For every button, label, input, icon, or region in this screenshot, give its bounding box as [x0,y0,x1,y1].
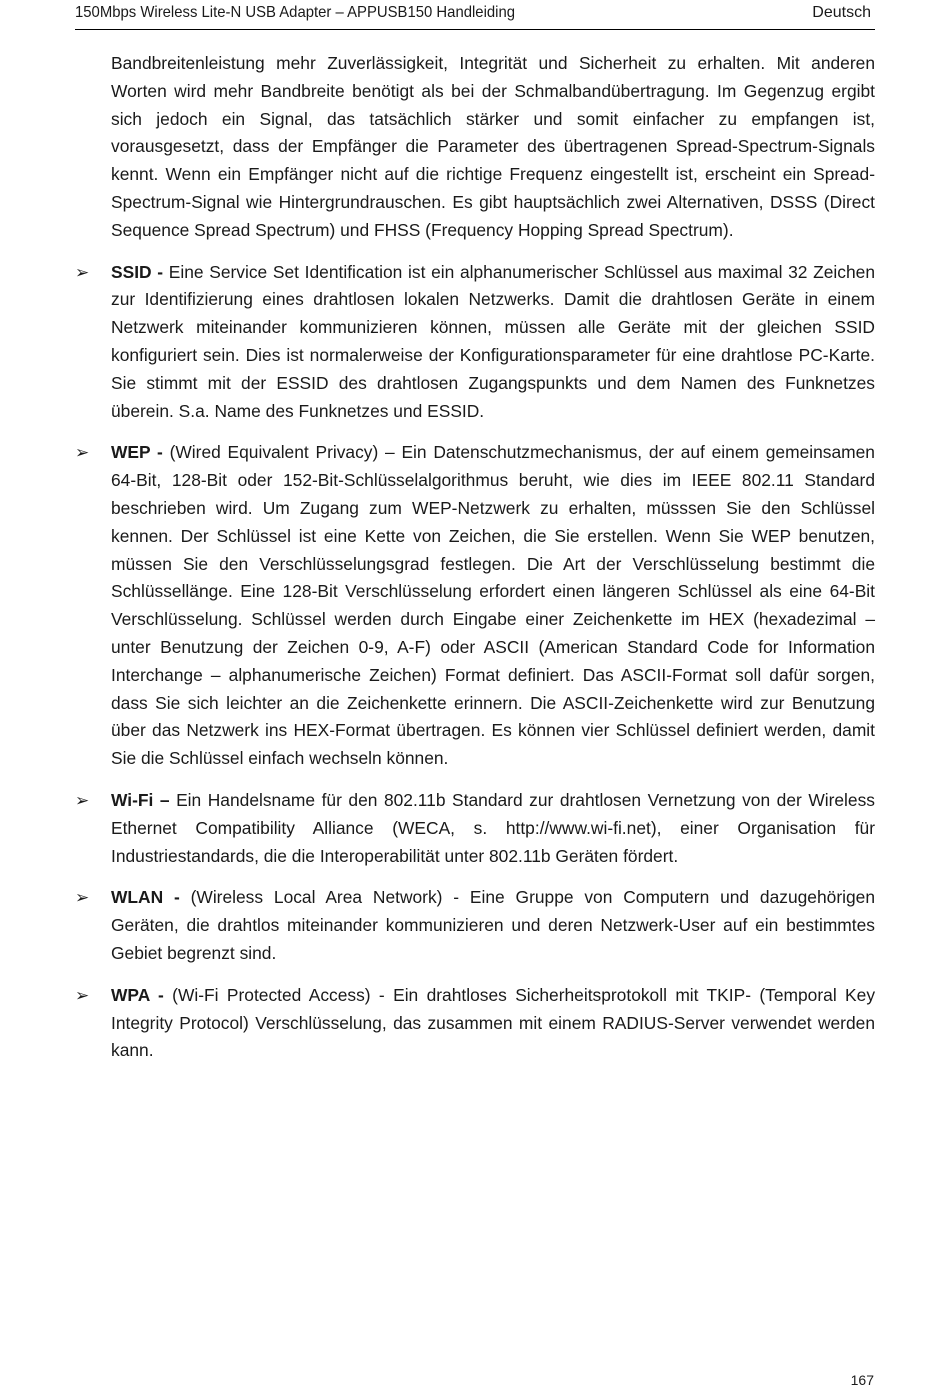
document-title: 150Mbps Wireless Lite-N USB Adapter – APPUSB150 Handleiding [75,4,516,21]
entry-text: (Wi-Fi Protected Access) - Ein drahtloses Sicherheitsprotokoll mit TKIP- (Temporal Key Integrity Protocol) Verschlüsselung, das zusammen mit einem RADIUS-Server verwendet werden kann. [111,984,876,1061]
glossary-content [75,50,875,1079]
entry-term: Wi-Fi – [111,789,177,810]
entry-term: WEP - [111,442,170,463]
bullet-arrow-icon: ➢ [75,985,90,1005]
bullet-arrow-icon: ➢ [75,888,90,908]
bullet-arrow-icon: ➢ [75,262,90,282]
header-language: Deutsch [812,4,871,21]
bullet-arrow-icon: ➢ [75,443,90,463]
entry-text: (Wired Equivalent Privacy) – Ein Datenschutzmechanismus, der auf einem gemeinsamen 64-Bit, 128-Bit oder 152-Bit-Schlüsselalgorithmus beruht, wie dies im IEEE 802.11 Standard beschrieben wird. Um Zugang zum WEP-Netzwerk zu erhalten, müsssen Sie den Schlüssel kennen. Der Schlüssel ist eine Kette von Zeichen, die Sie erstellen. Wenn Sie WEP benutzen, müssen Sie den Verschlüsselungsgrad festlegen. Die Art der Verschlüsselung bestimmt die Schlüssellänge. Eine 128-Bit Verschlüsselung erfordert einen längeren Schlüssel als eine 64-Bit Verschlüsselung. Schlüssel werden durch Eingabe einer Zeichenkette im HEX (hexadezimal – unter Benutzung der Zeichen 0-9, A-F) oder ASCII (American Standard Code for Information Interchange – alphanumerische Zeichen) Format definiert. Das ASCII-Format soll dafür sorgen, dass Sie sich leichter an die Zeichenkette erinnern. Die ASCII-Zeichenkette wird zur Benutzung über das Netzwerk ins HEX-Format übertragen. Es können vier Schlüssel definiert werden, damit Sie die Schlüssel einfach wechseln können. [111,442,875,769]
glossary-entry-wpa [75,982,875,1065]
entry-text: Eine Service Set Identification ist ein alphanumerischer Schlüssel aus maximal 32 Zeichen zur Identifizierung eines drahtlosen lokalen Netzwerks. Damit die drahtlosen Geräte in einem Netzwerk miteinander kommunizieren können, müssen alle Geräte mit der gleichen SSID konfiguriert sein. Dies ist normalerweise der Konfigurationsparameter für eine drahtlose PC-Karte. Sie stimmt mit der ESSID des drahtlosen Zugangspunkts und dem Namen des Funknetzes überein. S.a. Name des Funknetzes und ESSID. [111,261,875,421]
glossary-entry-wifi [75,787,875,870]
entry-term: WLAN - [111,887,191,908]
entry-text: (Wireless Local Area Network) - Eine Gruppe von Computern und dazugehörigen Geräten, die drahtlos miteinander kommunizieren und deren Netzwerk-User auf ein bestimmtes Gebiet begrenzt sind. [111,887,875,963]
page-number: 167 [850,1372,874,1388]
bullet-arrow-icon: ➢ [75,790,90,810]
glossary-entry-ssid [75,259,875,426]
entry-term: WPA - [111,984,173,1005]
page-header [75,0,875,30]
glossary-entry-wep [75,439,875,773]
entry-term: SSID - [111,261,169,282]
entry-text: Ein Handelsname für den 802.11b Standard zur drahtlosen Vernetzung von der Wireless Ethernet Compatibility Alliance (WECA, s. http://www.wi-fi.net), einer Organisation für Industriestandards, die die Interoperabilität unter 802.11b Geräten fördert. [111,789,875,866]
intro-paragraph: Bandbreitenleistung mehr Zuverlässigkeit, Integrität und Sicherheit zu erhalten. Mit anderen Worten wird mehr Bandbreite benötigt als bei der Schmalbandübertragung. Im Gegenzug ergibt sich jedoch ein Signal, das tatsächlich stärker und somit einfacher zu empfangen ist, vorausgesetzt, dass der Empfänger die Parameter des übertragenen Spread-Spectrum-Signals kennt. Wenn ein Empfänger nicht auf die richtige Frequenz eingestellt ist, erscheint ein Spread-Spectrum-Signal wie Hintergrundrauschen. Es gibt hauptsächlich zwei Alternativen, DSSS (Direct Sequence Spread Spectrum) und FHSS (Frequency Hopping Spread Spectrum). [111,53,875,240]
glossary-entry-wlan [75,884,875,967]
